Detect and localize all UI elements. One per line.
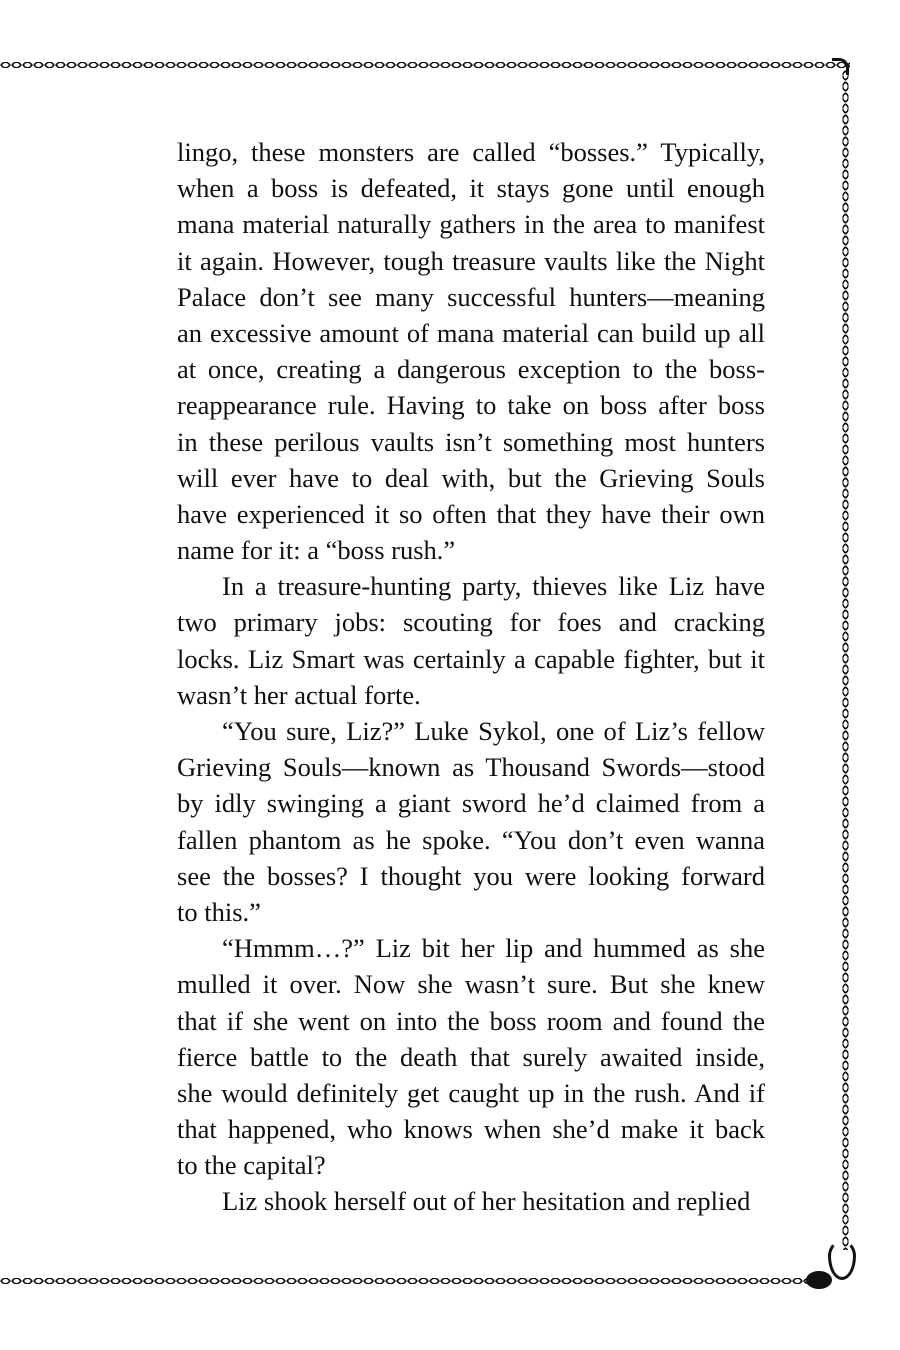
chain-weight-icon [806, 1271, 832, 1289]
text-line: see the bosses? I thought you were looking forward [177, 860, 765, 891]
text-line: Liz shook herself out of her hesitation and replied [222, 1186, 751, 1217]
text-line: mana material naturally gathers in the area to manifest [177, 209, 765, 240]
text-line: she would definitely get caught up in the rush. And if [177, 1077, 765, 1108]
text-line: to this.” [177, 896, 261, 927]
text-line: have experienced it so often that they have their own [177, 498, 765, 529]
text-line: fallen phantom as he spoke. “You don’t even wanna [177, 824, 765, 855]
text-line: in these perilous vaults isn’t something most hunters [177, 426, 765, 457]
text-line: that happened, who knows when she’d make it back [177, 1114, 765, 1145]
text-line: will ever have to deal with, but the Grieving Souls [177, 462, 765, 493]
text-line: Grieving Souls—known as Thousand Swords—stood [177, 752, 765, 783]
text-line: locks. Liz Smart was certainly a capable fighter, but it [177, 643, 765, 674]
text-line: In a treasure-hunting party, thieves like Liz have [222, 571, 765, 602]
text-line: Palace don’t see many successful hunters—meaning [177, 281, 765, 312]
text-line: name for it: a “boss rush.” [177, 535, 456, 566]
text-line: mulled it over. Now she wasn’t sure. But she knew [177, 969, 765, 1000]
text-line: “You sure, Liz?” Luke Sykol, one of Liz’s fellow [222, 716, 765, 746]
body-text [177, 134, 765, 1220]
text-line: to the capital? [177, 1150, 326, 1181]
chain-hook-icon [828, 1240, 856, 1280]
text-line: by idly swinging a giant sword he’d claimed from a [177, 788, 765, 819]
text-line: lingo, these monsters are called “bosses.” Typically, [177, 137, 765, 167]
chain-border-right [840, 70, 851, 1250]
chain-border-bottom [0, 1276, 812, 1286]
text-line: at once, creating a dangerous exception to the boss- [177, 354, 765, 385]
text-line: when a boss is defeated, it stays gone until enough [177, 173, 765, 204]
text-line: fierce battle to the death that surely awaited inside, [177, 1041, 765, 1072]
text-line: an excessive amount of mana material can build up all [177, 317, 765, 348]
text-line: that if she went on into the boss room and found the [177, 1005, 765, 1036]
text-line: two primary jobs: scouting for foes and cracking [177, 607, 765, 638]
chain-border-top [0, 60, 850, 70]
text-line: wasn’t her actual forte. [177, 679, 421, 710]
text-line: reappearance rule. Having to take on boss after boss [177, 390, 765, 421]
text-line: it again. However, tough treasure vaults like the Night [177, 245, 765, 276]
text-line: “Hmmm…?” Liz bit her lip and hummed as she [222, 933, 765, 964]
